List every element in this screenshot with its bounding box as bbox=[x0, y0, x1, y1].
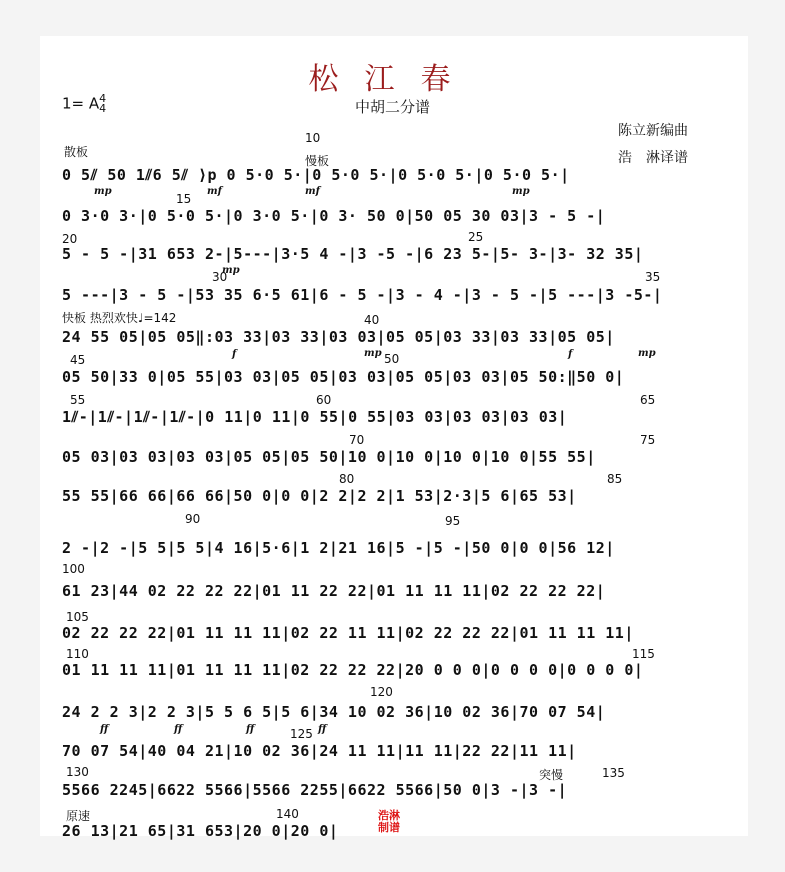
bar-number: 100 bbox=[62, 562, 85, 576]
time-signature: 4 4 bbox=[99, 92, 107, 115]
dynamic-mark: mp bbox=[222, 265, 240, 276]
score-line-5: 24 55 05|05 05‖:03 33|03 33|03 03|05 05|03 33|03 33|05 05| bbox=[62, 328, 615, 346]
dynamic-mark: ff bbox=[100, 724, 109, 735]
dynamic-mark: ff bbox=[174, 724, 183, 735]
score-line-6: 05 50|33 0|05 55|03 03|05 05|03 03|05 05|03 03|05 50:‖50 0| bbox=[62, 368, 625, 386]
tempo-mark: 散板 bbox=[64, 145, 89, 159]
dynamic-mark: mf bbox=[305, 186, 320, 197]
score-line-9: 55 55|66 66|66 66|50 0|0 0|2 2|2 2|1 53|2·3|5 6|65 53| bbox=[62, 487, 577, 505]
dynamic-mark: mp bbox=[94, 186, 112, 197]
bar-number: 10 bbox=[305, 131, 321, 145]
arranger-stamp: 浩淋 制谱 bbox=[378, 809, 400, 834]
bar-number: 130 bbox=[66, 765, 89, 779]
dynamic-mark: mp bbox=[638, 348, 656, 359]
score-line-10: 2 -|2 -|5 5|5 5|4 16|5·6|1 2|21 16|5 -|5 -|50 0|0 0|56 12| bbox=[62, 539, 615, 557]
score-line-16: 5566 2245|6622 5566|5566 2255|6622 5566|50 0|3 -|3 -| bbox=[62, 781, 568, 799]
bar-number: 55 bbox=[70, 393, 86, 407]
bar-number: 115 bbox=[632, 647, 655, 661]
bar-number: 25 bbox=[468, 230, 484, 244]
bar-number: 125 bbox=[290, 727, 313, 741]
score-line-3: 5 - 5 -|31 653 2-|5---|3·5 4 -|3 -5 -|6 23 5-|5- 3-|3- 32 35| bbox=[62, 245, 644, 263]
score-line-8: 05 03|03 03|03 03|05 05|05 50|10 0|10 0|10 0|10 0|55 55| bbox=[62, 448, 596, 466]
score-line-13: 01 11 11 11|01 11 11 11|02 22 22 22|20 0 0 0|0 0 0 0|0 0 0 0| bbox=[62, 661, 644, 679]
dynamic-mark: mp bbox=[364, 348, 382, 359]
dynamic-mark: f bbox=[568, 349, 573, 360]
bar-number: 90 bbox=[185, 512, 201, 526]
bar-number: 65 bbox=[640, 393, 656, 407]
bar-number: 75 bbox=[640, 433, 656, 447]
bar-number: 15 bbox=[176, 192, 192, 206]
tempo-mark: 慢板 bbox=[305, 154, 330, 168]
score-line-15: 70 07 54|40 04 21|10 02 36|24 11 11|11 11|22 22|11 11| bbox=[62, 742, 577, 760]
bar-number: 135 bbox=[602, 766, 625, 780]
score-line-4: 5 ---|3 - 5 -|53 35 6·5 61|6 - 5 -|3 - 4 -|3 - 5 -|5 ---|3 -5-| bbox=[62, 286, 663, 304]
tempo-mark: 快板 热烈欢快♩=142 bbox=[62, 311, 177, 325]
tempo-mark: 原速 bbox=[66, 809, 91, 823]
bar-number: 105 bbox=[66, 610, 89, 624]
bar-number: 85 bbox=[607, 472, 623, 486]
dynamic-mark: mp bbox=[512, 186, 530, 197]
score-line-14: 24 2 2 3|2 2 3|5 5 6 5|5 6|34 10 02 36|10 02 36|70 07 54| bbox=[62, 703, 606, 721]
page-title: 松江春 bbox=[308, 62, 477, 97]
bar-number: 110 bbox=[66, 647, 89, 661]
score-line-2: 0 3·0 3·|0 5·0 5·|0 3·0 5·|0 3· 50 0|50 05 30 03|3 - 5 -| bbox=[62, 207, 606, 225]
bar-number: 50 bbox=[384, 352, 400, 366]
bar-number: 140 bbox=[276, 807, 299, 821]
bar-number: 80 bbox=[339, 472, 355, 486]
score-line-17: 26 13|21 65|31 653|20 0|20 0| bbox=[62, 822, 339, 840]
score-line-11: 61 23|44 02 22 22 22|01 11 22 22|01 11 11 11|02 22 22 22| bbox=[62, 582, 606, 600]
score-line-7: 1⫽-|1⫽-|1⫽-|1⫽-|0 11|0 11|0 55|0 55|03 03|03 03|03 03| bbox=[62, 408, 568, 426]
score-line-1: 0 5⫽ 50 1⫽6 5⫽ ⟩p 0 5·0 5·|0 5·0 5·|0 5·0 5·|0 5·0 5·| bbox=[62, 166, 570, 184]
bar-number: 20 bbox=[62, 232, 78, 246]
composer-credit: 陈立新编曲 bbox=[618, 123, 688, 139]
subtitle: 中胡二分谱 bbox=[354, 98, 430, 116]
score-line-12: 02 22 22 22|01 11 11 11|02 22 11 11|02 22 22 22|01 11 11 11| bbox=[62, 624, 634, 642]
bar-number: 60 bbox=[316, 393, 332, 407]
bar-number: 30 bbox=[212, 270, 228, 284]
tempo-mark: 突慢 bbox=[539, 768, 564, 782]
dynamic-mark: ff bbox=[246, 724, 255, 735]
bar-number: 120 bbox=[370, 685, 393, 699]
dynamic-mark: ff bbox=[318, 724, 327, 735]
bar-number: 95 bbox=[445, 514, 461, 528]
dynamic-mark: mf bbox=[207, 186, 222, 197]
bar-number: 70 bbox=[349, 433, 365, 447]
key-prefix: 1= A bbox=[62, 94, 100, 113]
arranger-credit: 浩 淋译谱 bbox=[618, 150, 688, 166]
dynamic-mark: f bbox=[232, 349, 237, 360]
bar-number: 35 bbox=[645, 270, 661, 284]
bar-number: 45 bbox=[70, 353, 86, 367]
bar-number: 40 bbox=[364, 313, 380, 327]
